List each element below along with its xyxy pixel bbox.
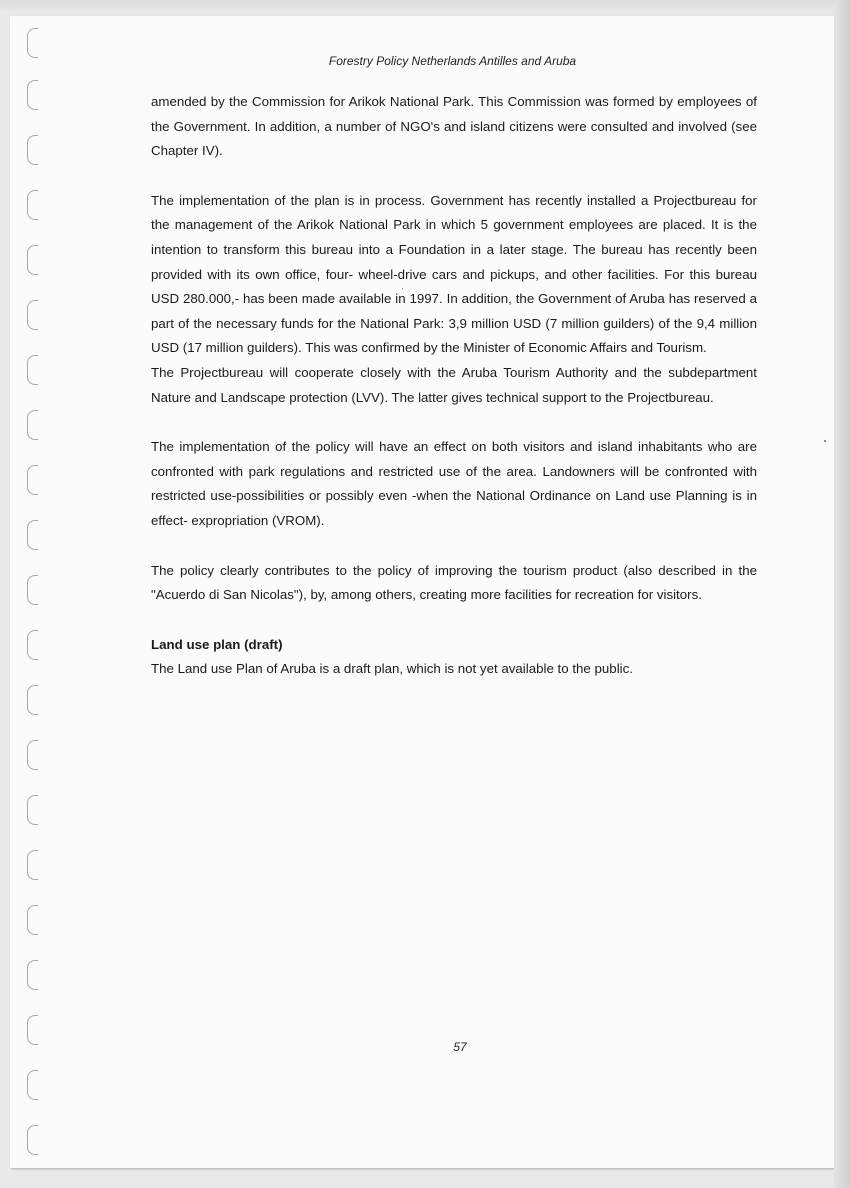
binding-hole xyxy=(27,905,38,935)
section-body: The Land use Plan of Aruba is a draft plan, which is not yet available to the public. xyxy=(151,661,633,677)
section-heading: Land use plan (draft) xyxy=(151,636,283,652)
text-line: The implementation of the plan is in process. Government has recently installed a xyxy=(151,192,649,208)
binding-hole xyxy=(27,245,38,275)
text-line: Land use Planning is in effect- expropriation (VROM). xyxy=(151,488,757,528)
text-line: confronted with restricted use-possibilities or possibly even -when the National Ordinance on xyxy=(151,463,757,504)
paragraph xyxy=(151,189,757,410)
scan-right-shadow xyxy=(834,0,850,1188)
binding-hole xyxy=(27,355,38,385)
binding-hole xyxy=(27,300,38,330)
text-line: employees are placed. It is the intention to transform this bureau into a Foundation in a later xyxy=(151,217,757,257)
scan-top-edge xyxy=(0,0,850,12)
binding-hole xyxy=(27,575,38,605)
binding-hole xyxy=(27,1070,38,1100)
text-line: The policy clearly contributes to the policy of improving the tourism product (also described in xyxy=(151,562,733,578)
text-line: Projectbureau for the management of the Arikok National Park in which 5 government xyxy=(151,192,757,233)
page-body xyxy=(151,90,757,682)
text-line: In addition, the Government of Aruba has reserved a part of the necessary funds for the xyxy=(151,291,757,331)
text-line: are confronted with park regulations and restricted use of the area. Landowners will be xyxy=(151,439,757,479)
binding-hole xyxy=(27,190,38,220)
page-number: 57 xyxy=(453,1040,467,1054)
text-line: consulted and involved (see Chapter IV). xyxy=(151,118,758,159)
text-line: the Projectbureau. xyxy=(605,389,714,405)
binding-hole xyxy=(27,795,38,825)
binding-hole xyxy=(27,1015,38,1045)
text-line: stage. The bureau has recently been provided with its own office, four- wheel-drive cars and xyxy=(151,241,757,282)
binding-hole xyxy=(27,520,38,550)
binding-hole xyxy=(27,685,38,715)
paragraph xyxy=(151,559,757,608)
text-line: employees of the Government. In addition, a number of NGO's and island citizens were xyxy=(151,94,758,134)
binding-holes xyxy=(27,0,51,1188)
binding-hole xyxy=(27,1125,38,1155)
paragraph xyxy=(151,435,757,533)
binding-hole xyxy=(27,740,38,770)
binding-hole xyxy=(27,80,38,110)
binding-hole xyxy=(27,960,38,990)
scan-speck xyxy=(824,440,826,442)
paragraph xyxy=(151,90,757,164)
binding-hole xyxy=(27,630,38,660)
binding-hole xyxy=(27,465,38,495)
text-line: National Park: 3,9 million USD (7 million guilders) of the 9,4 million USD (17 million guilders). xyxy=(151,315,757,356)
binding-hole xyxy=(27,135,38,165)
text-line: amended by the Commission for Arikok National Park. This Commission was formed by xyxy=(151,94,673,109)
text-line: pickups, and other facilities. For this bureau USD 280.000,- has been made available in 1997. xyxy=(151,266,757,307)
text-line: visitors. xyxy=(656,587,702,603)
binding-hole xyxy=(27,410,38,440)
text-line: The Projectbureau will cooperate closely with the Aruba Tourism Authority and the xyxy=(151,364,662,380)
text-line: subdepartment Nature and Landscape protection (LVV). The latter gives technical support to xyxy=(151,364,757,405)
running-header: Forestry Policy Netherlands Antilles and Aruba xyxy=(328,54,577,68)
text-line: This was confirmed by the Minister of Economic Affairs and Tourism. xyxy=(305,340,707,356)
text-line: The implementation of the policy will have an effect on both visitors and island inhabitants who xyxy=(151,439,733,455)
text-line: the "Acuerdo di San Nicolas"), by, among others, creating more facilities for recreation for xyxy=(151,562,757,603)
binding-hole xyxy=(27,850,38,880)
